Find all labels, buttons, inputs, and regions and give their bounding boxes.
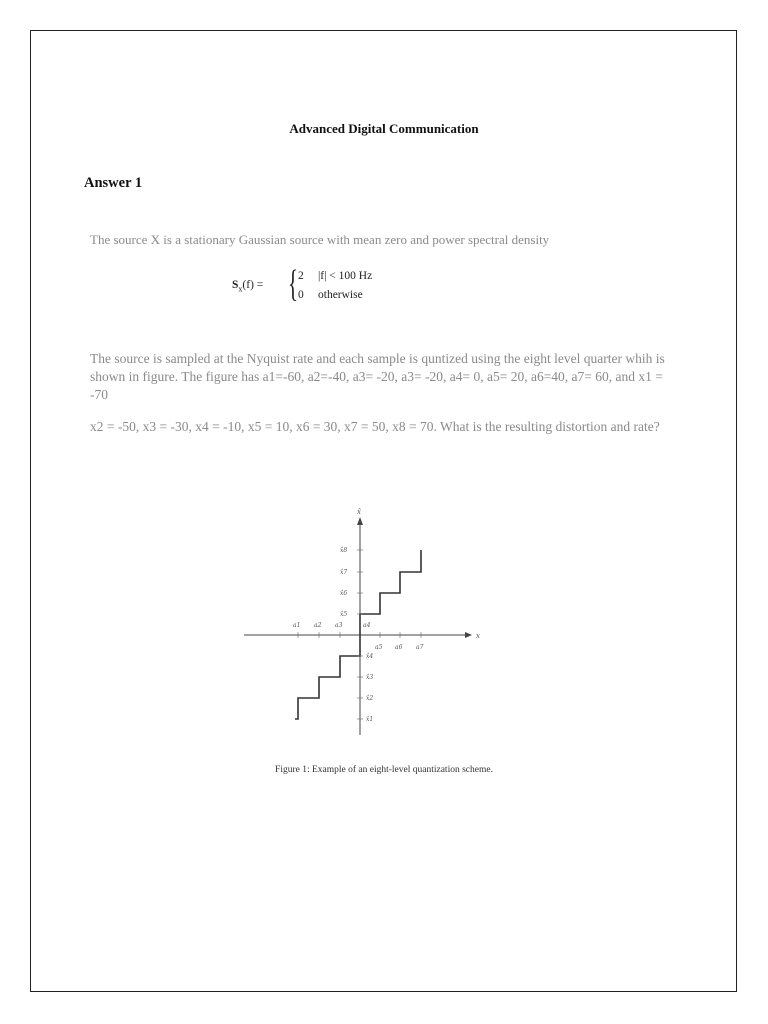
quantizer-figure bbox=[240, 500, 490, 735]
formula-lhs-subscript: x bbox=[238, 284, 243, 294]
problem-paragraph-1: The source is sampled at the Nyquist rate and each sample is quntized using the eight level quarter whih is shown in figure. The figure has a1=-60, a2=-40, a3= -20, a3= -20, a4= 0, a5= 20, a6=40, a7= 60, and x1 = -70 bbox=[90, 351, 665, 402]
problem-paragraph-2: x2 = -50, x3 = -30, x4 = -10, x5 = 10, x6 = 30, x7 = 50, x8 = 70. What is the resulting distortion and rate? bbox=[90, 419, 660, 434]
case-2-value: 0 bbox=[298, 289, 304, 301]
label-xhat6: x̂6 bbox=[340, 590, 348, 597]
label-xhat3: x̂3 bbox=[366, 674, 374, 681]
y-axis-label: x̂ bbox=[357, 508, 361, 516]
case-1-condition: |f| < 100 Hz bbox=[318, 270, 373, 282]
formula-case-1 bbox=[298, 270, 372, 282]
label-a4: a4 bbox=[363, 622, 371, 629]
formula-lhs-argument: (f) = bbox=[242, 279, 264, 291]
label-a7: a7 bbox=[416, 644, 424, 651]
label-a1: a1 bbox=[293, 622, 301, 629]
formula-lhs bbox=[232, 279, 263, 293]
intro-text: The source X is a stationary Gaussian source with mean zero and power spectral density bbox=[90, 232, 550, 247]
formula-brace: { bbox=[288, 263, 299, 305]
label-a3: a3 bbox=[335, 622, 343, 629]
label-xhat1: x̂1 bbox=[366, 716, 374, 723]
label-xhat7: x̂7 bbox=[340, 569, 348, 576]
formula-case-2 bbox=[298, 289, 363, 301]
x-axis-label: x bbox=[476, 632, 480, 640]
answer-heading: Answer 1 bbox=[84, 175, 143, 191]
label-xhat5: x̂5 bbox=[340, 611, 348, 618]
y-axis-arrow bbox=[357, 517, 363, 525]
label-a2: a2 bbox=[314, 622, 322, 629]
case-2-condition: otherwise bbox=[318, 289, 363, 301]
label-a6: a6 bbox=[395, 644, 403, 651]
x-axis-arrow bbox=[465, 632, 472, 638]
label-xhat4: x̂4 bbox=[366, 653, 374, 660]
document-title: Advanced Digital Communication bbox=[289, 121, 479, 136]
label-xhat8: x̂8 bbox=[340, 547, 348, 554]
label-xhat2: x̂2 bbox=[366, 695, 374, 702]
label-a5: a5 bbox=[375, 644, 383, 651]
case-1-value: 2 bbox=[298, 270, 304, 282]
formula-lhs-symbol: S bbox=[232, 279, 239, 291]
figure-caption: Figure 1: Example of an eight-level quantization scheme. bbox=[275, 765, 493, 775]
